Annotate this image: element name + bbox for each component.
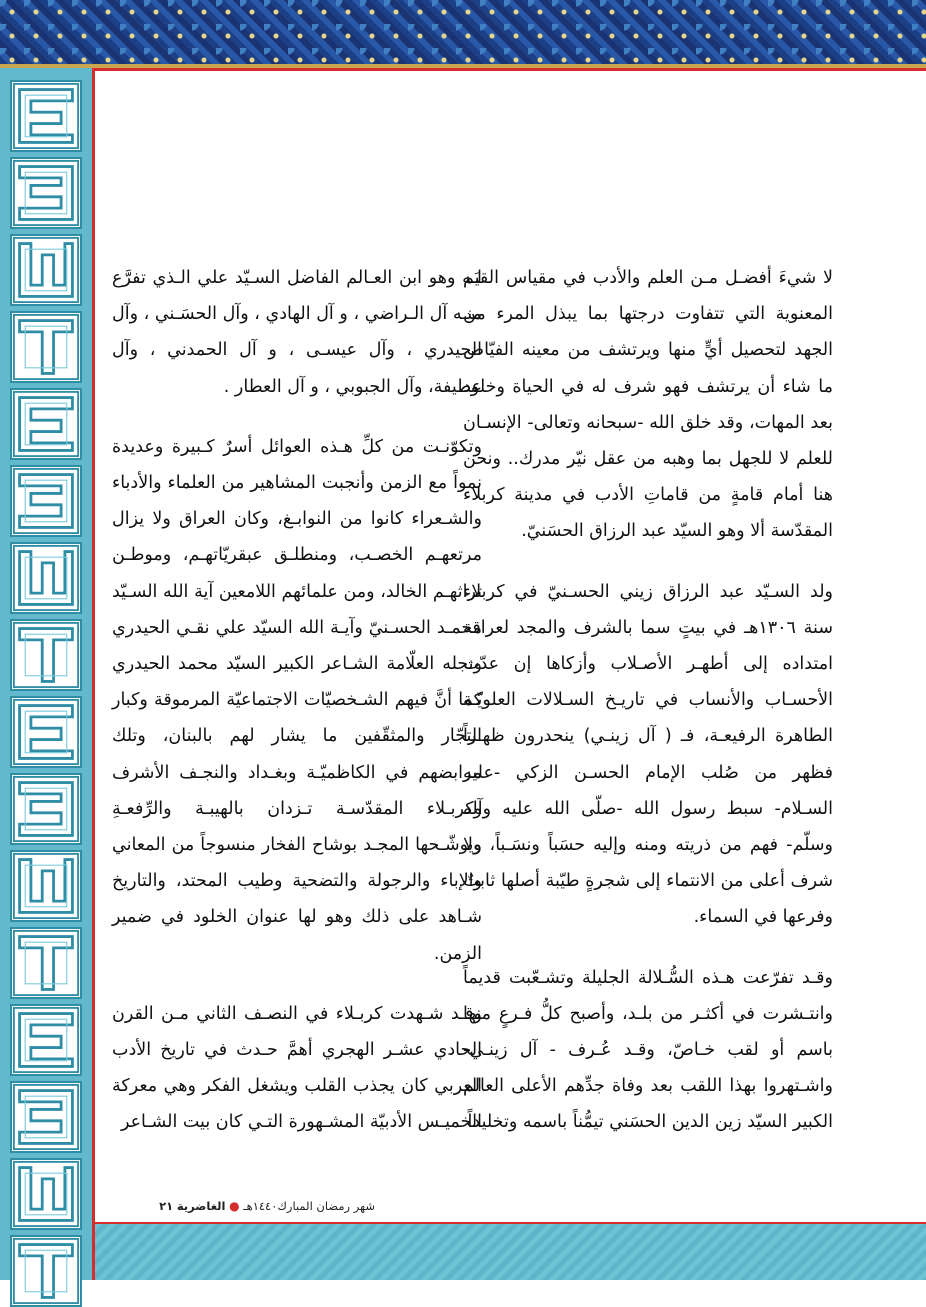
kufic-tile-icon <box>10 157 82 229</box>
paragraph: وقـد تفرّعت هـذه السُّـلالة الجليلة وتشـعّبت قديماً وانتـشرت في أكثـر من بلـد، وأصبح كلُّ فـرعٍ منها باسم أو لقب خـاصّ، وقـد عُـرف - آل زينـي- واشـتهروا بهذا اللقب بعد وفاة جدِّهم الأعلى العالم الكبير السيّد زين الدين الحسَني تيمُّناً باسمه وتخليداً <box>463 967 833 1133</box>
magazine-name: الغاضرية <box>176 1199 226 1213</box>
kufic-tile-icon <box>10 773 82 845</box>
issue-date: شهر رمضان المبارك١٤٤٠هـ <box>243 1199 375 1213</box>
top-red-divider <box>92 68 926 71</box>
bottom-ornamental-band <box>95 1224 926 1280</box>
paragraph: لـه وهو ابن العـالم الفاضل السـيّد علي الـذي تفرَّع منـه آل الـراضي ، و آل الهادي ، وآل الحسَـني ، وآل الحيدري ، وآل عيسـى ، و آل الحمدني ، وآل عطيفة، وآل الجبوبي ، و آل العطار . <box>112 268 482 397</box>
kufic-tile-icon <box>10 1235 82 1307</box>
kufic-tile-icon <box>10 80 82 152</box>
separator-dot-icon: ● <box>229 1199 240 1213</box>
paragraph: وقـد شـهدت كربـلاء في النصـف الثاني مـن القرن الحادي عشـر الهجري أهمَّ حـدث في تاريخ الأدب العربي كان يجذب القلب ويشغل الفكر وهي معركة الخميـس الأدبيّة المشـهورة التـي كان بيت الشـاعر <box>112 1003 482 1133</box>
kufic-tile-icon <box>10 1081 82 1153</box>
kufic-tile-icon <box>10 850 82 922</box>
page-footer <box>120 1199 375 1213</box>
kufic-tile-icon <box>10 234 82 306</box>
paragraph: لا شيءَ أفضـل مـن العلم والأدب في مقياس القيَم المعنوية التي تتفاوت درجتها بما يبذل المرء من الجهد لتحصيل أيٍّ منها ويرتشف من معينه الفيّاض ما شاء أن يرتشف فهو شرف له في الحياة وخلود بعد المهات، وقد خلق الله -سبحانه وتعالى- الإنسـان للعلم لا للجهل بما وهبه من عقل نيّر مدرك.. ونحن هنا أمام قامةٍ من قاماتِ الأدب في مدينة كربلاء المقدّسة ألا وهو السيّد عبد الرزاق الحسَنيّ. <box>463 268 833 542</box>
page-number: ٢١ <box>159 1199 174 1213</box>
kufic-tile-icon <box>10 465 82 537</box>
article-left-column <box>112 260 482 1165</box>
kufic-tile-icon <box>10 542 82 614</box>
top-ornamental-band <box>0 0 926 68</box>
kufic-tile-icon <box>10 1158 82 1230</box>
kufic-tile-icon <box>10 619 82 691</box>
kufic-tile-icon <box>10 388 82 460</box>
left-red-divider <box>92 68 95 1280</box>
kufic-tile-icon <box>10 927 82 999</box>
paragraph: وتكوّنـت من كلِّ هـذه العوائل أسرٌ كـبيرة وعديدة نمواً مع الزمن وأنجبت المشاهير من العلماء والأدباء والشـعراء كانوا من النوابـغ، وكان العراق ولا يزال مرتعهـم الخصـب، ومنطلـق عبقريّاتهـم، وموطـن تراثهـم الخالد، ومن علمائهم اللامعين آية الله السـيّد محمـد الحسـنيّ وآيـة الله السيّد علي نقـي الحيدري ونجله العلّامة الشـاعر الكبير السيّد محمد الحيدري كما أنَّ فيهم الشـخصيّات الاجتماعيّة المرموقة وكبار التجّار والمثقّفين ما يشار لهم بالبنان، وتلك مرابضهم في الكاظميّـة وبغـداد والنجـف الأشرف وكربـلاء المقدّسـة تـزدان بالهيبـة والرِّفعـةِ ويوشّـحها المجـد بوشاح الفخار منسوجاً من المعاني والإباء والرجولة والتضحية وطيب المحتد، والتاريخ شـاهد على ذلك وهو لها عنوان الخلود في ضمير الزمن. <box>112 436 482 964</box>
kufic-tile-icon <box>10 311 82 383</box>
paragraph: ولد السـيّد عبد الرزاق زيني الحسـنيّ في كربلاء سنة ١٣٠٦هـ في بيتٍ سما بالشرف والمجد لعراقة امتداده إلى أطهـر الأصـلاب وأزكاها إن عدّت الأحسـاب والأنساب في تاريـخ السـلالات العلويّـة الطاهرة الرفيعـة، فـ ( آل زينـي) ينحدرون ظهـراً فظهر من صُلب الإمام الحسـن الزكي -عليه السـلام- سبط رسول الله -صلّى الله عليه وآله وسلّم- فهم من ذريته ومنه وإليه حسَباً ونسَـباً، ولا شرف أعلى من الانتماء إلى شجرةٍ طيّبة أصلها ثابتٌ وفرعها في السماء. <box>463 581 834 928</box>
kufic-tile-icon <box>10 696 82 768</box>
kufic-tile-icon <box>10 1004 82 1076</box>
article-right-column <box>463 260 833 1165</box>
